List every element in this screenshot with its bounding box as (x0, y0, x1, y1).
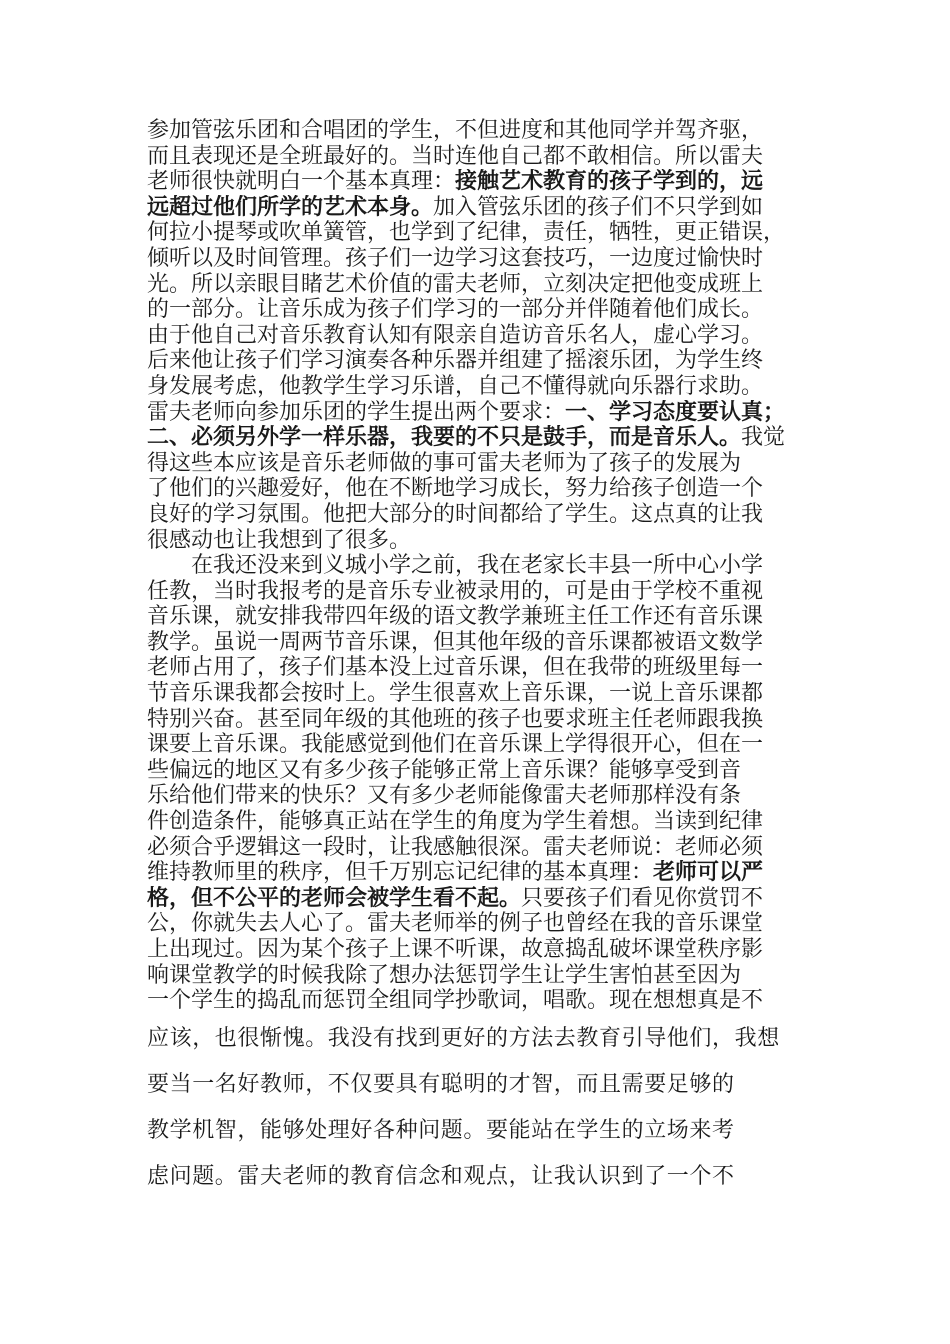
text-line (147, 451, 812, 477)
text-line (147, 655, 812, 681)
text-segment: 要当一名好教师，不仅要具有聪明的才智，而且需要足够的 (147, 1071, 735, 1097)
text-line (147, 476, 812, 502)
text-segment: 后来他让孩子们学习演奏各种乐器并组建了摇滚乐团，为学生终 (147, 348, 764, 374)
text-line (147, 681, 812, 707)
text-segment: 老师很快就明白一个基本真理： (147, 169, 456, 195)
text-segment: 音乐课，就安排我带四年级的语文教学兼班主任工作还有音乐课 (147, 604, 764, 630)
text-line (147, 783, 812, 809)
text-segment: 些偏远的地区又有多少孩子能够正常上音乐课？能够享受到音 (147, 757, 742, 783)
text-segment: 必须合乎逻辑这一段时，让我感触很深。雷夫老师说：老师必须 (147, 834, 764, 860)
text-segment: 公，你就失去人心了。雷夫老师举的例子也曾经在我的音乐课堂 (147, 911, 764, 937)
bold-text-segment: 一、学习态度要认真； (565, 399, 786, 425)
text-line (147, 963, 812, 989)
text-line (147, 246, 812, 272)
text-line (147, 169, 812, 195)
text-segment: 我觉 (741, 425, 786, 451)
text-line (147, 809, 812, 835)
text-line (147, 348, 812, 374)
text-segment: 应该，也很惭愧。我没有找到更好的方法去教育引导他们，我想 (147, 1025, 780, 1051)
text-line (147, 323, 812, 349)
text-line (147, 937, 812, 963)
text-segment: 乐给他们带来的快乐？又有多少老师能像雷夫老师那样没有条 (147, 783, 742, 809)
text-line (147, 732, 812, 758)
text-line (147, 553, 812, 579)
text-line (147, 707, 812, 733)
text-line (147, 195, 812, 221)
text-segment: 老师占用了，孩子们基本没上过音乐课，但在我带的班级里每一 (147, 655, 764, 681)
text-line (147, 144, 812, 170)
body-text-tight (147, 118, 812, 1014)
text-segment: 特别兴奋。甚至同年级的其他班的孩子也要求班主任老师跟我换 (147, 706, 764, 732)
text-segment: 倾听以及时间管理。孩子们一边学习这套技巧，一边度过愉快时 (147, 245, 764, 271)
text-segment: 响课堂教学的时候我除了想办法惩罚学生让学生害怕甚至因为 (147, 962, 742, 988)
text-line (147, 220, 812, 246)
text-line (147, 272, 812, 298)
text-segment: 很感动也让我想到了很多。 (147, 527, 412, 553)
text-segment: 何拉小提琴或吹单簧管，也学到了纪律，责任，牺牲，更正错误， (147, 220, 786, 246)
text-segment: 良好的学习氛围。他把大部分的时间都给了学生。这点真的让我 (147, 501, 764, 527)
text-segment: 只要孩子们看见你赏罚不 (521, 885, 764, 911)
text-segment: 光。所以亲眼目睹艺术价值的雷夫老师，立刻决定把他变成班上 (147, 271, 764, 297)
bold-text-segment: 老师可以严 (653, 860, 764, 886)
text-segment: 件创造条件，能够真正站在学生的角度为学生着想。当读到纪律 (147, 809, 764, 835)
text-segment: 雷夫老师向参加乐团的学生提出两个要求： (147, 399, 566, 425)
text-segment: 身发展考虑，他教学生学习乐谱，自己不懂得就向乐器行求助。 (147, 373, 764, 399)
bold-text-segment: 二、必须另外学一样乐器，我要的不只是鼓手，而是音乐人。 (147, 425, 742, 451)
text-line (147, 528, 812, 554)
document-page (147, 118, 812, 1200)
text-segment: 课要上音乐课。我能感觉到他们在音乐课上学得很开心，但在一 (147, 732, 764, 758)
text-line (147, 502, 812, 528)
text-segment: 而且表现还是全班最好的。当时连他自己都不敢相信。所以雷夫 (147, 143, 764, 169)
text-segment: 了他们的兴趣爱好，他在不断地学习成长，努力给孩子创造一个 (147, 476, 764, 502)
text-line (147, 400, 812, 426)
text-segment: 节音乐课我都会按时上。学生很喜欢上音乐课，一说上音乐课都 (147, 681, 764, 707)
text-line (147, 1108, 812, 1154)
text-line (147, 860, 812, 886)
text-segment: 参加管弦乐团和合唱团的学生，不但进度和其他同学并驾齐驱， (147, 118, 764, 143)
text-segment: 虑问题。雷夫老师的教育信念和观点，让我认识到了一个不 (147, 1163, 735, 1189)
text-line (147, 604, 812, 630)
bold-text-segment: 接触艺术教育的孩子学到的，远 (455, 169, 764, 195)
text-segment: 在我还没来到义城小学之前，我在老家长丰县一所中心小学 (191, 553, 764, 579)
text-line (147, 425, 812, 451)
text-line (147, 297, 812, 323)
text-segment: 一个学生的捣乱而惩罚全组同学抄歌词，唱歌。现在想想真是不 (147, 988, 764, 1014)
bold-text-segment: 格，但不公平的老师会被学生看不起。 (147, 885, 522, 911)
text-segment: 任教，当时我报考的是音乐专业被录用的，可是由于学校不重视 (147, 578, 764, 604)
text-segment: 上出现过。因为某个孩子上课不听课，故意捣乱破坏课堂秩序影 (147, 937, 764, 962)
text-line (147, 758, 812, 784)
text-line (147, 988, 812, 1014)
text-line (147, 579, 812, 605)
text-segment: 的一部分。让音乐成为孩子们学习的一部分并伴随着他们成长。 (147, 297, 764, 323)
text-line (147, 374, 812, 400)
body-text-loose (147, 1016, 812, 1200)
text-line (147, 1016, 812, 1062)
text-line (147, 911, 812, 937)
text-line (147, 835, 812, 861)
text-segment: 教学机智，能够处理好各种问题。要能站在学生的立场来考 (147, 1117, 735, 1143)
text-line (147, 630, 812, 656)
text-line (147, 886, 812, 912)
text-line (147, 1154, 812, 1200)
text-segment: 维持教师里的秩序，但千万别忘记纪律的基本真理： (147, 860, 654, 886)
text-segment: 加入管弦乐团的孩子们不只学到如 (433, 194, 764, 220)
text-line (147, 1062, 812, 1108)
text-line (147, 118, 812, 144)
text-segment: 教学。虽说一周两节音乐课，但其他年级的音乐课都被语文数学 (147, 629, 764, 655)
text-segment: 由于他自己对音乐教育认知有限亲自造访音乐名人，虚心学习。 (147, 322, 764, 348)
text-segment: 得这些本应该是音乐老师做的事可雷夫老师为了孩子的发展为 (147, 450, 742, 476)
bold-text-segment: 远超过他们所学的艺术本身。 (147, 194, 434, 220)
